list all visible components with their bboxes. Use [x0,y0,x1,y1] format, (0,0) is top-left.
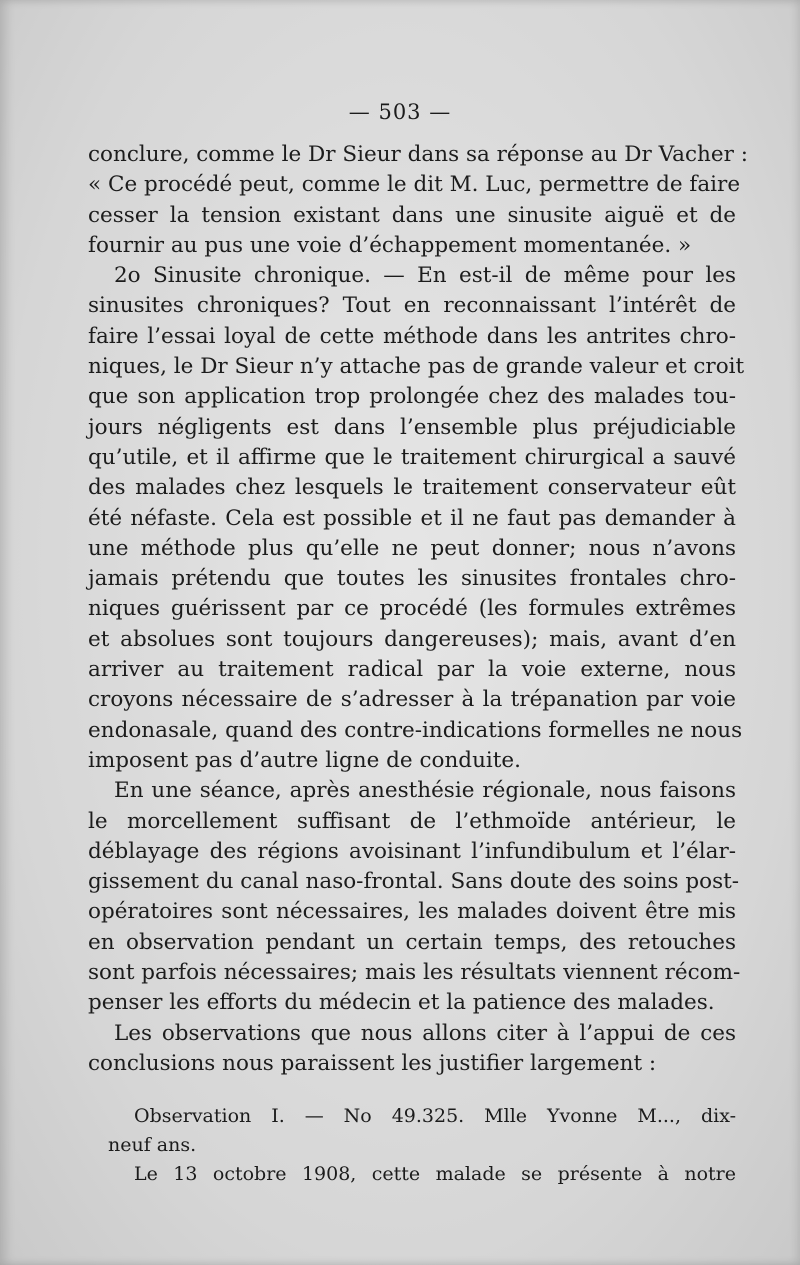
text-line: « Ce procédé peut, comme le dit M. Luc, permettre de faire [88,172,741,198]
text-line: opératoires sont nécessaires, les malades doivent être mis [88,899,736,925]
text-line: sinusites chroniques? Tout en reconnaissant l’intérêt de [88,293,736,319]
text-line: cesser la tension existant dans une sinusite aiguë et de [88,202,736,228]
observation-heading: Observation I. — No 49.325. Mlle Yvonne M..., dix- [134,1105,736,1127]
text-line: En une séance, après anesthésie régionale, nous faisons [114,778,736,804]
text-line: conclusions nous paraissent les justifier largement : [88,1050,657,1076]
text-line: fournir au pus une voie d’échappement momentanée. » [88,232,692,258]
observation-heading-continued: neuf ans. [108,1134,197,1156]
text-line: gissement du canal naso-frontal. Sans doute des soins post- [88,869,740,895]
body-text [88,140,748,1079]
text-line: des malades chez lesquels le traitement conservateur eût [88,475,736,501]
text-line: imposent pas d’autre ligne de conduite. [88,747,521,773]
observation-first-line: Le 13 octobre 1908, cette malade se présente à notre [134,1163,736,1185]
page-number: — 503 — [348,100,452,124]
text-line: jamais prétendu que toutes les sinusites frontales chro- [88,566,736,592]
text-line: arriver au traitement radical par la voie externe, nous [88,657,736,683]
text-line: déblayage des régions avoisinant l’infundibulum et l’élar- [88,838,736,864]
text-line: que son application trop prolongée chez des malades tou- [88,384,736,410]
observation-block [108,1102,736,1189]
text-line: sont parfois nécessaires; mais les résultats viennent récom- [88,960,741,986]
text-line: endonasale, quand des contre-indications formelles ne nous [88,717,743,743]
text-line: niques guérissent par ce procédé (les formules extrêmes [88,596,736,622]
text-line: conclure, comme le Dr Sieur dans sa réponse au Dr Vacher : [88,142,748,167]
text-line: niques, le Dr Sieur n’y attache pas de grande valeur et croit [88,354,745,380]
text-line: 2o Sinusite chronique. — En est-il de même pour les [114,263,736,289]
text-line: Les observations que nous allons citer à l’appui de ces [114,1020,736,1046]
text-line: penser les efforts du médecin et la patience des malades. [88,990,715,1016]
text-line: jours négligents est dans l’ensemble plus préjudiciable [88,414,736,440]
text-line: une méthode plus qu’elle ne peut donner; nous n’avons [88,535,736,561]
text-line: le morcellement suffisant de l’ethmoïde antérieur, le [88,808,736,834]
text-line: été néfaste. Cela est possible et il ne faut pas demander à [88,505,736,531]
text-line: qu’utile, et il affirme que le traitement chirurgical a sauvé [88,444,736,470]
text-line: en observation pendant un certain temps, des retouches [88,929,736,955]
text-line: faire l’essai loyal de cette méthode dans les antrites chro- [88,323,736,349]
text-line: et absolues sont toujours dangereuses); mais, avant d’en [88,626,736,652]
text-line: croyons nécessaire de s’adresser à la trépanation par voie [88,687,736,713]
